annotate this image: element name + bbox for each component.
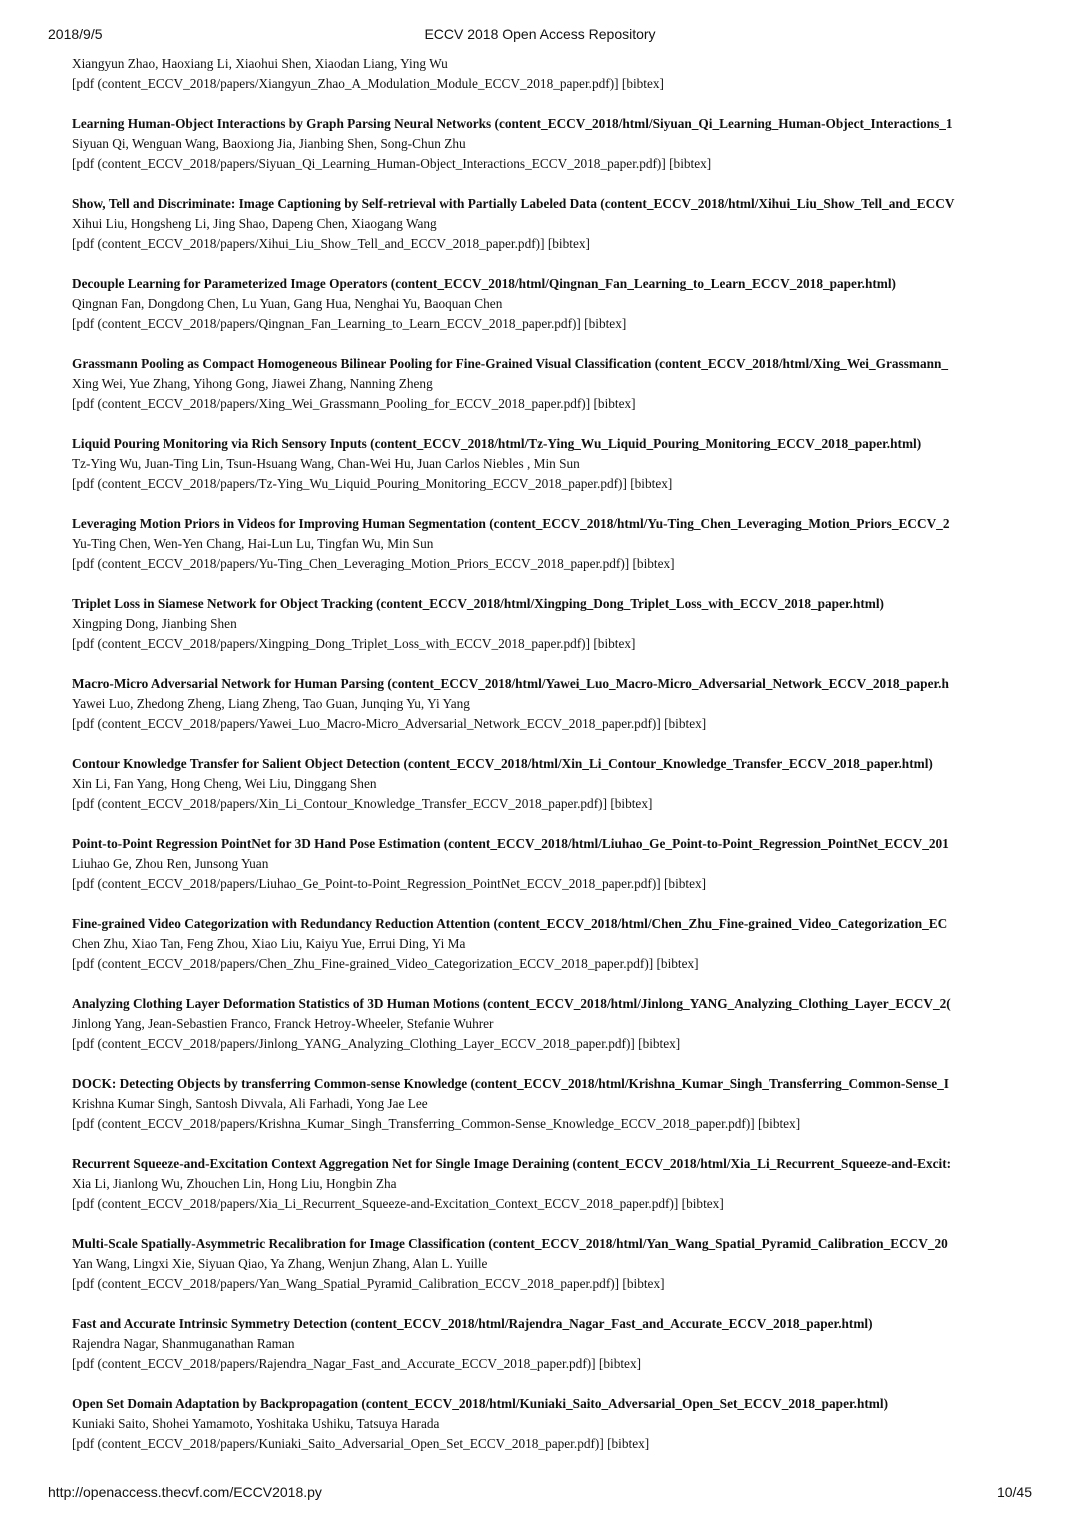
paper-title-link[interactable]: Macro-Micro Adversarial Network for Human Parsing (content_ECCV_2018/html/Yawei_Luo_Macro-Micro_Adversarial_Network_ECCV_2018_paper.h	[72, 676, 949, 691]
paper-title	[72, 194, 1032, 214]
paper-title	[72, 514, 1032, 534]
paper-authors: Yan Wang, Lingxi Xie, Siyuan Qiao, Ya Zhang, Wenjun Zhang, Alan L. Yuille	[72, 1256, 488, 1271]
paper-title-link[interactable]: Analyzing Clothing Layer Deformation Statistics of 3D Human Motions (content_ECCV_2018/html/Jinlong_YANG_Analyzing_Clothing_Layer_ECCV_2(	[72, 996, 951, 1011]
paper-title	[72, 1234, 1032, 1254]
paper-links-text[interactable]: [pdf (content_ECCV_2018/papers/Yawei_Luo_Macro-Micro_Adversarial_Network_ECCV_2018_paper.pdf)] [bibtex]	[72, 716, 707, 731]
paper-list	[72, 54, 1032, 1474]
print-page-number: 10/45	[996, 1484, 1032, 1500]
paper-authors: Qingnan Fan, Dongdong Chen, Lu Yuan, Gang Hua, Nenghai Yu, Baoquan Chen	[72, 296, 503, 311]
paper-links	[72, 394, 1032, 414]
paper-entry	[72, 274, 1032, 334]
paper-links	[72, 74, 1032, 94]
print-footer	[48, 1484, 1032, 1504]
paper-title	[72, 114, 1032, 134]
paper-links-text[interactable]: [pdf (content_ECCV_2018/papers/Xing_Wei_Grassmann_Pooling_for_ECCV_2018_paper.pdf)] [bibtex]	[72, 396, 636, 411]
paper-entry	[72, 1394, 1032, 1454]
paper-entry	[72, 834, 1032, 894]
paper-title	[72, 994, 1032, 1014]
paper-title	[72, 1394, 1032, 1414]
paper-title-link[interactable]: Point-to-Point Regression PointNet for 3D Hand Pose Estimation (content_ECCV_2018/html/Liuhao_Ge_Point-to-Point_Regression_PointNet_ECCV_201	[72, 836, 949, 851]
paper-authors: Tz-Ying Wu, Juan-Ting Lin, Tsun-Hsuang Wang, Chan-Wei Hu, Juan Carlos Niebles , Min Sun	[72, 456, 580, 471]
paper-entry	[72, 914, 1032, 974]
paper-entry	[72, 354, 1032, 414]
paper-links	[72, 1194, 1032, 1214]
paper-title-link[interactable]: Decouple Learning for Parameterized Image Operators (content_ECCV_2018/html/Qingnan_Fan_Learning_to_Learn_ECCV_2018_paper.html)	[72, 276, 896, 291]
paper-title-link[interactable]: DOCK: Detecting Objects by transferring Common-sense Knowledge (content_ECCV_2018/html/Krishna_Kumar_Singh_Transferring_Common-Sense_I	[72, 1076, 949, 1091]
paper-links-text[interactable]: [pdf (content_ECCV_2018/papers/Kuniaki_Saito_Adversarial_Open_Set_ECCV_2018_paper.pdf)] [bibtex]	[72, 1436, 650, 1451]
paper-links	[72, 1354, 1032, 1374]
paper-links	[72, 1274, 1032, 1294]
paper-links-text[interactable]: [pdf (content_ECCV_2018/papers/Xingping_Dong_Triplet_Loss_with_ECCV_2018_paper.pdf)] [bibtex]	[72, 636, 636, 651]
print-header	[48, 26, 1032, 46]
paper-title	[72, 834, 1032, 854]
paper-links	[72, 874, 1032, 894]
paper-entries	[72, 114, 1032, 1454]
paper-title	[72, 354, 1032, 374]
paper-authors: Yawei Luo, Zhedong Zheng, Liang Zheng, Tao Guan, Junqing Yu, Yi Yang	[72, 696, 470, 711]
paper-title-link[interactable]: Contour Knowledge Transfer for Salient Object Detection (content_ECCV_2018/html/Xin_Li_Contour_Knowledge_Transfer_ECCV_2018_paper.html)	[72, 756, 933, 771]
paper-links	[72, 554, 1032, 574]
paper-entry	[72, 434, 1032, 494]
paper-links-text[interactable]: [pdf (content_ECCV_2018/papers/Yan_Wang_Spatial_Pyramid_Calibration_ECCV_2018_paper.pdf)] [bibtex]	[72, 1276, 665, 1291]
paper-title-link[interactable]: Leveraging Motion Priors in Videos for Improving Human Segmentation (content_ECCV_2018/html/Yu-Ting_Chen_Leveraging_Motion_Priors_ECCV_2	[72, 516, 950, 531]
paper-title-link[interactable]: Fine-grained Video Categorization with Redundancy Reduction Attention (content_ECCV_2018/html/Chen_Zhu_Fine-grained_Video_Categorization_EC	[72, 916, 948, 931]
paper-title-link[interactable]: Open Set Domain Adaptation by Backpropagation (content_ECCV_2018/html/Kuniaki_Saito_Adversarial_Open_Set_ECCV_2018_paper.html)	[72, 1396, 888, 1411]
paper-authors: Krishna Kumar Singh, Santosh Divvala, Ali Farhadi, Yong Jae Lee	[72, 1096, 428, 1111]
paper-entry	[72, 1154, 1032, 1214]
paper-entry	[72, 1234, 1032, 1294]
paper-links	[72, 714, 1032, 734]
paper-authors: Kuniaki Saito, Shohei Yamamoto, Yoshitaka Ushiku, Tatsuya Harada	[72, 1416, 440, 1431]
paper-entry	[72, 194, 1032, 254]
paper-links	[72, 794, 1032, 814]
paper-authors: Chen Zhu, Xiao Tan, Feng Zhou, Xiao Liu, Kaiyu Yue, Errui Ding, Yi Ma	[72, 936, 466, 951]
paper-links-text[interactable]: [pdf (content_ECCV_2018/papers/Krishna_Kumar_Singh_Transferring_Common-Sense_Knowledge_ECCV_2018_paper.pdf)] [bibtex]	[72, 1116, 801, 1131]
paper-authors: Xingping Dong, Jianbing Shen	[72, 616, 237, 631]
paper-title-link[interactable]: Recurrent Squeeze-and-Excitation Context Aggregation Net for Single Image Deraining (content_ECCV_2018/html/Xia_Li_Recurrent_Squeeze-and-Excit:	[72, 1156, 952, 1171]
paper-authors: Liuhao Ge, Zhou Ren, Junsong Yuan	[72, 856, 269, 871]
paper-title-link[interactable]: Learning Human-Object Interactions by Graph Parsing Neural Networks (content_ECCV_2018/html/Siyuan_Qi_Learning_Human-Object_Interactions_1	[72, 116, 953, 131]
paper-links-text[interactable]: [pdf (content_ECCV_2018/papers/Xiangyun_Zhao_A_Modulation_Module_ECCV_2018_paper.pdf)] [bibtex]	[72, 76, 664, 91]
paper-entry	[72, 674, 1032, 734]
paper-entry	[72, 1074, 1032, 1134]
paper-entry-partial	[72, 54, 1032, 94]
print-page-title: ECCV 2018 Open Access Repository	[424, 26, 656, 42]
paper-title	[72, 594, 1032, 614]
paper-title	[72, 1154, 1032, 1174]
paper-entry	[72, 1314, 1032, 1374]
paper-links-text[interactable]: [pdf (content_ECCV_2018/papers/Rajendra_Nagar_Fast_and_Accurate_ECCV_2018_paper.pdf)] [bibtex]	[72, 1356, 642, 1371]
paper-title-link[interactable]: Liquid Pouring Monitoring via Rich Sensory Inputs (content_ECCV_2018/html/Tz-Ying_Wu_Liquid_Pouring_Monitoring_ECCV_2018_paper.html)	[72, 436, 922, 451]
paper-authors: Xin Li, Fan Yang, Hong Cheng, Wei Liu, Dinggang Shen	[72, 776, 377, 791]
print-url: http://openaccess.thecvf.com/ECCV2018.py	[48, 1484, 322, 1500]
paper-entry	[72, 594, 1032, 654]
paper-authors: Siyuan Qi, Wenguan Wang, Baoxiong Jia, Jianbing Shen, Song-Chun Zhu	[72, 136, 466, 151]
paper-links-text[interactable]: [pdf (content_ECCV_2018/papers/Qingnan_Fan_Learning_to_Learn_ECCV_2018_paper.pdf)] [bibtex]	[72, 316, 627, 331]
paper-links	[72, 1034, 1032, 1054]
paper-links-text[interactable]: [pdf (content_ECCV_2018/papers/Chen_Zhu_Fine-grained_Video_Categorization_ECCV_2018_paper.pdf)] [bibtex]	[72, 956, 699, 971]
paper-title-link[interactable]: Triplet Loss in Siamese Network for Object Tracking (content_ECCV_2018/html/Xingping_Dong_Triplet_Loss_with_ECCV_2018_paper.html)	[72, 596, 884, 611]
paper-links-text[interactable]: [pdf (content_ECCV_2018/papers/Jinlong_YANG_Analyzing_Clothing_Layer_ECCV_2018_paper.pdf)] [bibtex]	[72, 1036, 681, 1051]
paper-entry	[72, 754, 1032, 814]
paper-title	[72, 1314, 1032, 1334]
paper-title	[72, 674, 1032, 694]
paper-authors: Rajendra Nagar, Shanmuganathan Raman	[72, 1336, 295, 1351]
paper-entry	[72, 514, 1032, 574]
paper-title-link[interactable]: Grassmann Pooling as Compact Homogeneous Bilinear Pooling for Fine-Grained Visual Classification (content_ECCV_2018/html/Xing_Wei_Grassmann_	[72, 356, 949, 371]
paper-title-link[interactable]: Show, Tell and Discriminate: Image Captioning by Self-retrieval with Partially Labeled Data (content_ECCV_2018/html/Xihui_Liu_Show_Tell_and_ECCV	[72, 196, 955, 211]
paper-links	[72, 474, 1032, 494]
paper-links-text[interactable]: [pdf (content_ECCV_2018/papers/Tz-Ying_Wu_Liquid_Pouring_Monitoring_ECCV_2018_paper.pdf)] [bibtex]	[72, 476, 673, 491]
paper-links-text[interactable]: [pdf (content_ECCV_2018/papers/Xia_Li_Recurrent_Squeeze-and-Excitation_Context_ECCV_2018_paper.pdf)] [bibtex]	[72, 1196, 724, 1211]
paper-links-text[interactable]: [pdf (content_ECCV_2018/papers/Xihui_Liu_Show_Tell_and_ECCV_2018_paper.pdf)] [bibtex]	[72, 236, 590, 251]
paper-links-text[interactable]: [pdf (content_ECCV_2018/papers/Yu-Ting_Chen_Leveraging_Motion_Priors_ECCV_2018_paper.pdf)] [bibtex]	[72, 556, 675, 571]
paper-title	[72, 434, 1032, 454]
paper-entry	[72, 114, 1032, 174]
paper-links	[72, 1114, 1032, 1134]
paper-authors: Xing Wei, Yue Zhang, Yihong Gong, Jiawei Zhang, Nanning Zheng	[72, 376, 433, 391]
paper-links	[72, 154, 1032, 174]
paper-title	[72, 1074, 1032, 1094]
paper-links-text[interactable]: [pdf (content_ECCV_2018/papers/Xin_Li_Contour_Knowledge_Transfer_ECCV_2018_paper.pdf)] [bibtex]	[72, 796, 653, 811]
print-date: 2018/9/5	[48, 26, 103, 42]
paper-links-text[interactable]: [pdf (content_ECCV_2018/papers/Liuhao_Ge_Point-to-Point_Regression_PointNet_ECCV_2018_paper.pdf)] [bibtex]	[72, 876, 707, 891]
paper-links	[72, 634, 1032, 654]
paper-title	[72, 274, 1032, 294]
paper-links-text[interactable]: [pdf (content_ECCV_2018/papers/Siyuan_Qi_Learning_Human-Object_Interactions_ECCV_2018_paper.pdf)] [bibtex]	[72, 156, 712, 171]
paper-authors: Yu-Ting Chen, Wen-Yen Chang, Hai-Lun Lu, Tingfan Wu, Min Sun	[72, 536, 434, 551]
paper-title-link[interactable]: Fast and Accurate Intrinsic Symmetry Detection (content_ECCV_2018/html/Rajendra_Nagar_Fast_and_Accurate_ECCV_2018_paper.html)	[72, 1316, 873, 1331]
paper-links	[72, 1434, 1032, 1454]
paper-authors: Xihui Liu, Hongsheng Li, Jing Shao, Dapeng Chen, Xiaogang Wang	[72, 216, 437, 231]
paper-authors: Jinlong Yang, Jean-Sebastien Franco, Franck Hetroy-Wheeler, Stefanie Wuhrer	[72, 1016, 494, 1031]
paper-entry	[72, 994, 1032, 1054]
paper-title	[72, 754, 1032, 774]
paper-authors: Xiangyun Zhao, Haoxiang Li, Xiaohui Shen, Xiaodan Liang, Ying Wu	[72, 56, 448, 71]
paper-authors: Xia Li, Jianlong Wu, Zhouchen Lin, Hong Liu, Hongbin Zha	[72, 1176, 397, 1191]
paper-links	[72, 954, 1032, 974]
paper-links	[72, 314, 1032, 334]
paper-links	[72, 234, 1032, 254]
paper-title-link[interactable]: Multi-Scale Spatially-Asymmetric Recalibration for Image Classification (content_ECCV_2018/html/Yan_Wang_Spatial_Pyramid_Calibration_ECCV_20	[72, 1236, 948, 1251]
paper-title	[72, 914, 1032, 934]
